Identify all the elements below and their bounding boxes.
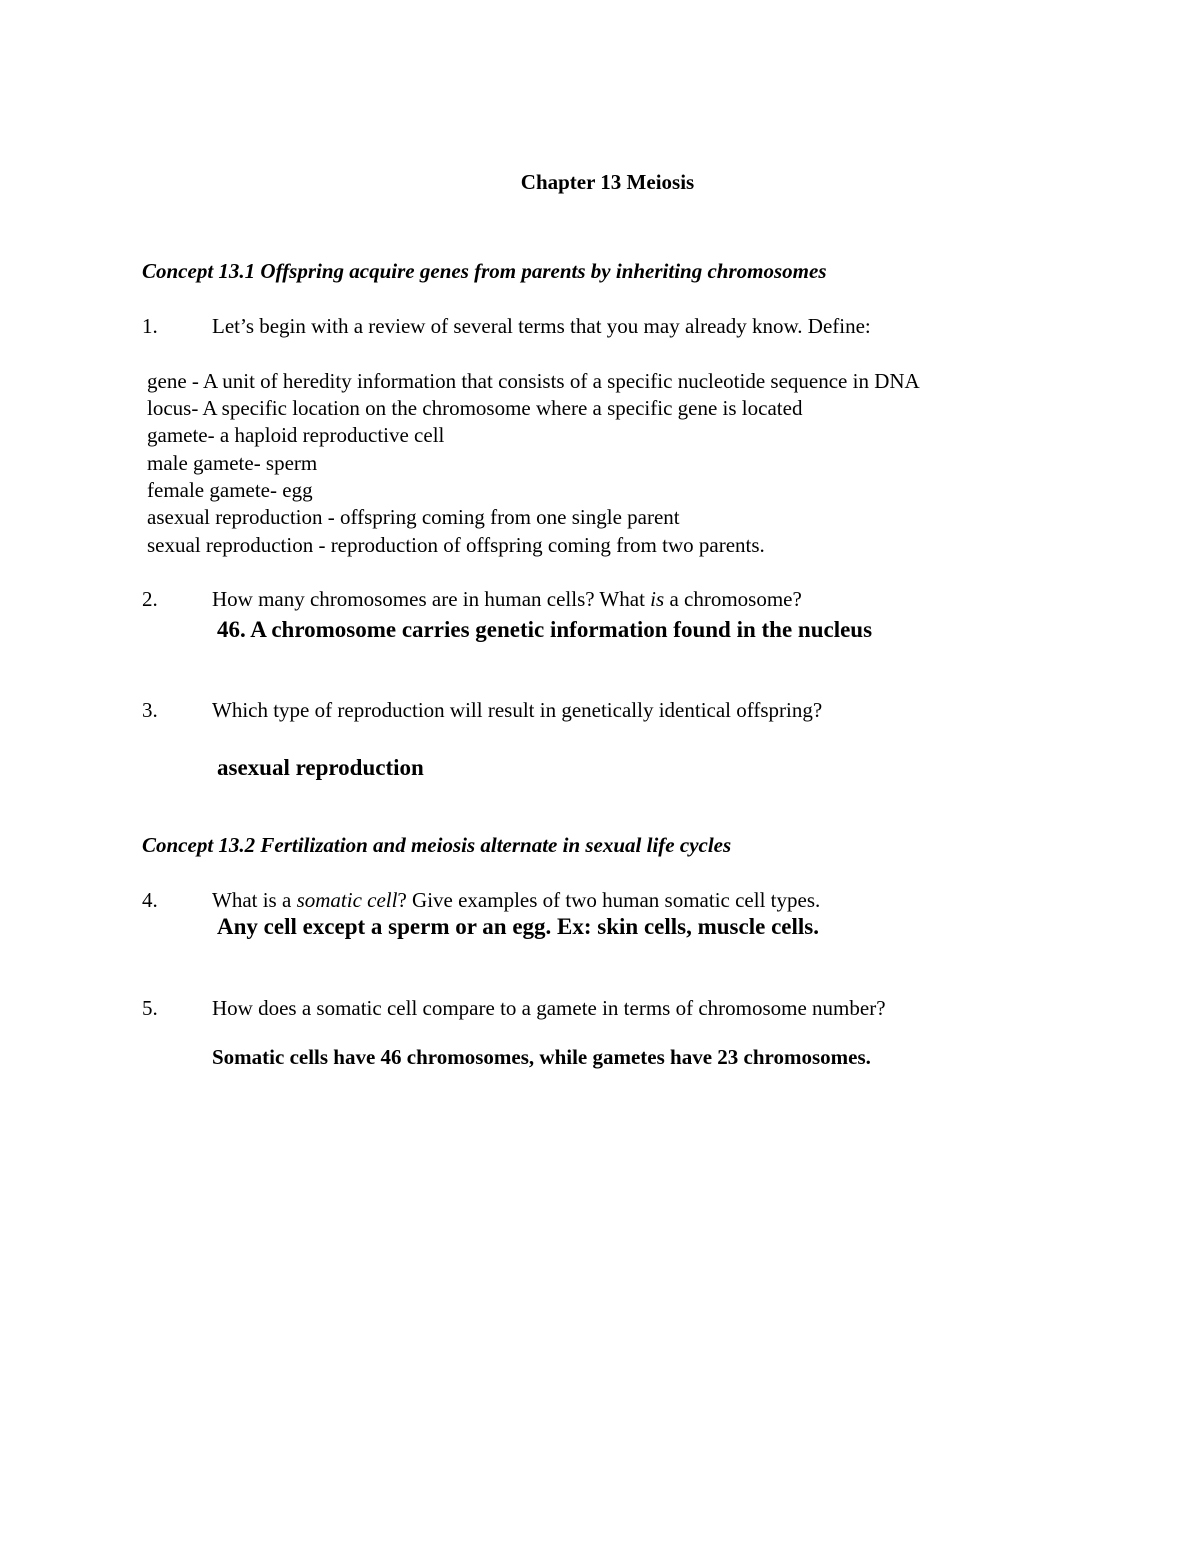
question-text-2: How many chromosomes are in human cells? What is a chromosome? [212,587,802,611]
definition-locus: locus- A specific location on the chromosome where a specific gene is located [147,396,803,420]
question-number-2: 2. [142,587,158,611]
question-text-5: How does a somatic cell compare to a gamete in terms of chromosome number? [212,996,886,1020]
answer-3: asexual reproduction [217,755,424,780]
question-number-1: 1. [142,314,158,338]
answer-2: 46. A chromosome carries genetic information found in the nucleus [217,617,873,642]
definition-gamete: gamete- a haploid reproductive cell [147,423,445,447]
definition-asexual-reproduction: asexual reproduction - offspring coming from one single parent [147,505,680,529]
definition-sexual-reproduction: sexual reproduction - reproduction of offspring coming from two parents. [147,533,765,557]
definition-gene: gene - A unit of heredity information that consists of a specific nucleotide sequence in DNA [147,369,920,393]
concept-heading-2: Concept 13.2 Fertilization and meiosis alternate in sexual life cycles [142,833,732,857]
question-text-3: Which type of reproduction will result in genetically identical offspring? [212,698,823,722]
question-text-1: Let’s begin with a review of several terms that you may already know. Define: [212,314,871,338]
concept-heading-1: Concept 13.1 Offspring acquire genes from parents by inheriting chromosomes [142,259,827,283]
question-number-5: 5. [142,996,158,1020]
page-title: Chapter 13 Meiosis [520,170,695,194]
answer-5: Somatic cells have 46 chromosomes, while gametes have 23 chromosomes. [212,1045,871,1069]
question-number-3: 3. [142,698,158,722]
answer-4: Any cell except a sperm or an egg. Ex: skin cells, muscle cells. [217,914,819,939]
definition-female-gamete: female gamete- egg [147,478,313,502]
definition-male-gamete: male gamete- sperm [147,451,318,475]
question-text-4: What is a somatic cell? Give examples of two human somatic cell types. [212,888,821,912]
question-number-4: 4. [142,888,158,912]
